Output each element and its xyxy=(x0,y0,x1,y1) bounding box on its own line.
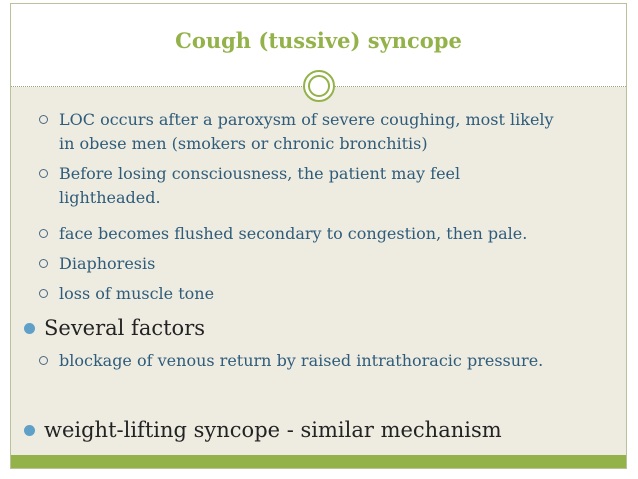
sub-bullet-item xyxy=(39,162,619,210)
bottom-accent-bar xyxy=(11,455,626,468)
ring-ornament-icon xyxy=(303,70,335,102)
filled-circle-bullet-icon xyxy=(24,323,35,334)
sub-bullet-text: LOC occurs after a paroxysm of severe coughing, most likely xyxy=(59,110,554,129)
sub-bullet-item xyxy=(39,349,619,373)
sub-bullet-text: loss of muscle tone xyxy=(59,284,215,303)
sub-bullet-text: Diaphoresis xyxy=(59,254,156,273)
sub-bullet-text: face becomes flushed secondary to congestion, then pale. xyxy=(59,224,528,243)
hollow-circle-bullet-icon xyxy=(39,356,48,365)
slide-title: Cough (tussive) syncope xyxy=(175,28,462,53)
hollow-circle-bullet-icon xyxy=(39,289,48,298)
hollow-circle-bullet-icon xyxy=(39,169,48,178)
main-bullet-item xyxy=(24,314,624,342)
hollow-circle-bullet-icon xyxy=(39,115,48,124)
sub-bullet-text: lightheaded. xyxy=(59,188,161,207)
filled-circle-bullet-icon xyxy=(24,425,35,436)
sub-bullet-text: in obese men (smokers or chronic bronchitis) xyxy=(59,134,428,153)
hollow-circle-bullet-icon xyxy=(39,259,48,268)
sub-bullet-text: blockage of venous return by raised intrathoracic pressure. xyxy=(59,351,544,370)
sub-bullet-item xyxy=(39,222,619,246)
sub-bullet-text: Before losing consciousness, the patient may feel xyxy=(59,164,461,183)
sub-bullet-item xyxy=(39,252,619,276)
hollow-circle-bullet-icon xyxy=(39,229,48,238)
main-bullet-text: weight-lifting syncope - similar mechanism xyxy=(44,418,502,442)
slide xyxy=(10,3,627,469)
sub-bullet-item xyxy=(39,282,619,306)
main-bullet-item xyxy=(24,416,624,444)
sub-bullet-item xyxy=(39,108,619,156)
main-bullet-text: Several factors xyxy=(44,316,206,340)
